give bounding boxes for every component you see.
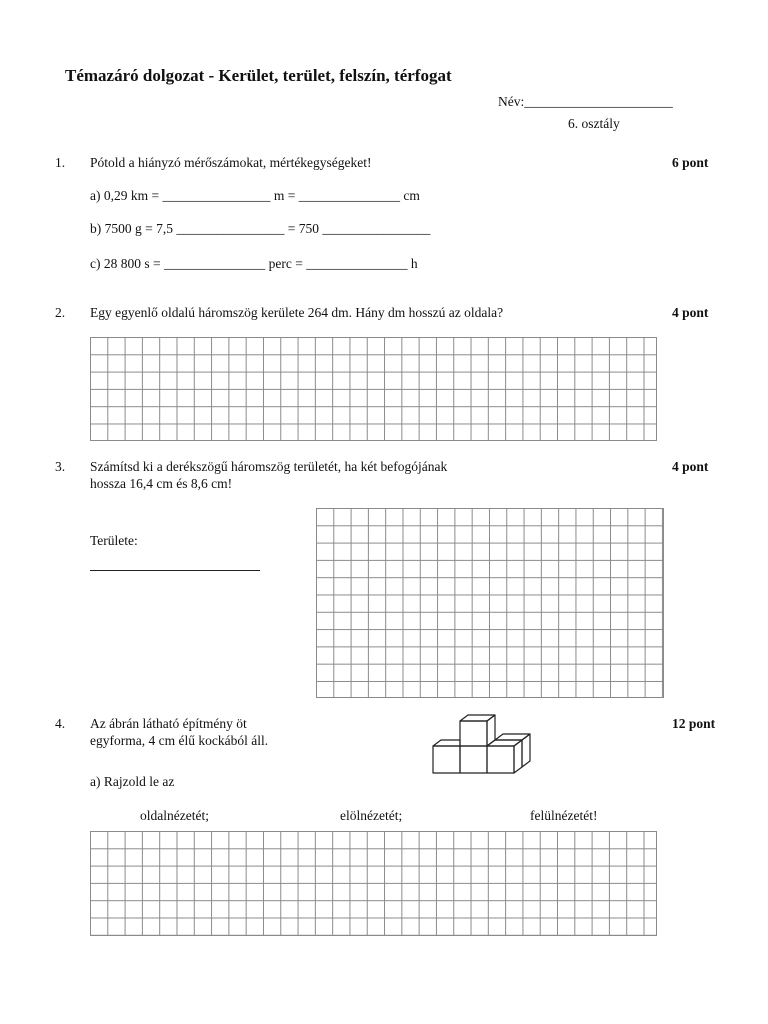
q3-answer-grid[interactable] bbox=[316, 508, 664, 698]
cube-back-top bbox=[487, 740, 522, 746]
q4-sub-a: a) Rajzold le az bbox=[90, 774, 175, 789]
page-title: Témazáró dolgozat - Kerület, terület, felszín, térfogat bbox=[65, 66, 452, 85]
q2-text: Egy egyenlő oldalú háromszög kerülete 264 dm. Hány dm hosszú az oldala? bbox=[90, 305, 504, 320]
class-label: 6. osztály bbox=[568, 116, 620, 131]
q1-part-b: b) 7500 g = 7,5 ________________ = 750 ________________ bbox=[90, 221, 431, 236]
cube-structure-figure bbox=[428, 712, 548, 778]
q4-view-top: felülnézetét! bbox=[530, 808, 598, 823]
q4-points: 12 pont bbox=[672, 716, 716, 731]
name-field-label: Név:______________________ bbox=[498, 94, 673, 109]
q3-text-line2: hossza 16,4 cm és 8,6 cm! bbox=[90, 476, 233, 491]
cube-back-side bbox=[522, 734, 530, 767]
q4-text-line2: egyforma, 4 cm élű kockából áll. bbox=[90, 733, 269, 748]
q2-points: 4 pont bbox=[672, 305, 709, 320]
q4-answer-grid[interactable] bbox=[90, 831, 657, 936]
q4-number: 4. bbox=[55, 716, 66, 731]
cube-top-upper bbox=[460, 715, 495, 721]
q1-number: 1. bbox=[55, 155, 66, 170]
cube-top-front bbox=[460, 721, 487, 746]
q3-points: 4 pont bbox=[672, 459, 709, 474]
q1-text: Pótold a hiányzó mérőszámokat, mértékegységeket! bbox=[90, 155, 372, 170]
q3-area-label: Területe: bbox=[90, 533, 138, 548]
cube-right-side bbox=[514, 740, 522, 773]
q3-text-line1: Számítsd ki a derékszögű háromszög területét, ha két befogójának bbox=[90, 459, 448, 474]
q4-text-line1: Az ábrán látható építmény öt bbox=[90, 716, 247, 731]
cube-bottom-left-upper bbox=[433, 740, 460, 746]
cube-bottom-right bbox=[487, 746, 514, 773]
cube-bottom-left bbox=[433, 746, 460, 773]
q3-number: 3. bbox=[55, 459, 66, 474]
q1-part-a: a) 0,29 km = ________________ m = _______________ cm bbox=[90, 188, 420, 203]
q2-number: 2. bbox=[55, 305, 66, 320]
q1-part-c: c) 28 800 s = _______________ perc = _______________ h bbox=[90, 256, 418, 271]
q3-area-answer-line[interactable] bbox=[90, 570, 260, 571]
q2-answer-grid[interactable] bbox=[90, 337, 657, 441]
cube-bottom-middle bbox=[460, 746, 487, 773]
q1-points: 6 pont bbox=[672, 155, 709, 170]
q4-view-front: elölnézetét; bbox=[340, 808, 403, 823]
q4-view-side: oldalnézetét; bbox=[140, 808, 209, 823]
cube-back-top2 bbox=[495, 734, 530, 740]
